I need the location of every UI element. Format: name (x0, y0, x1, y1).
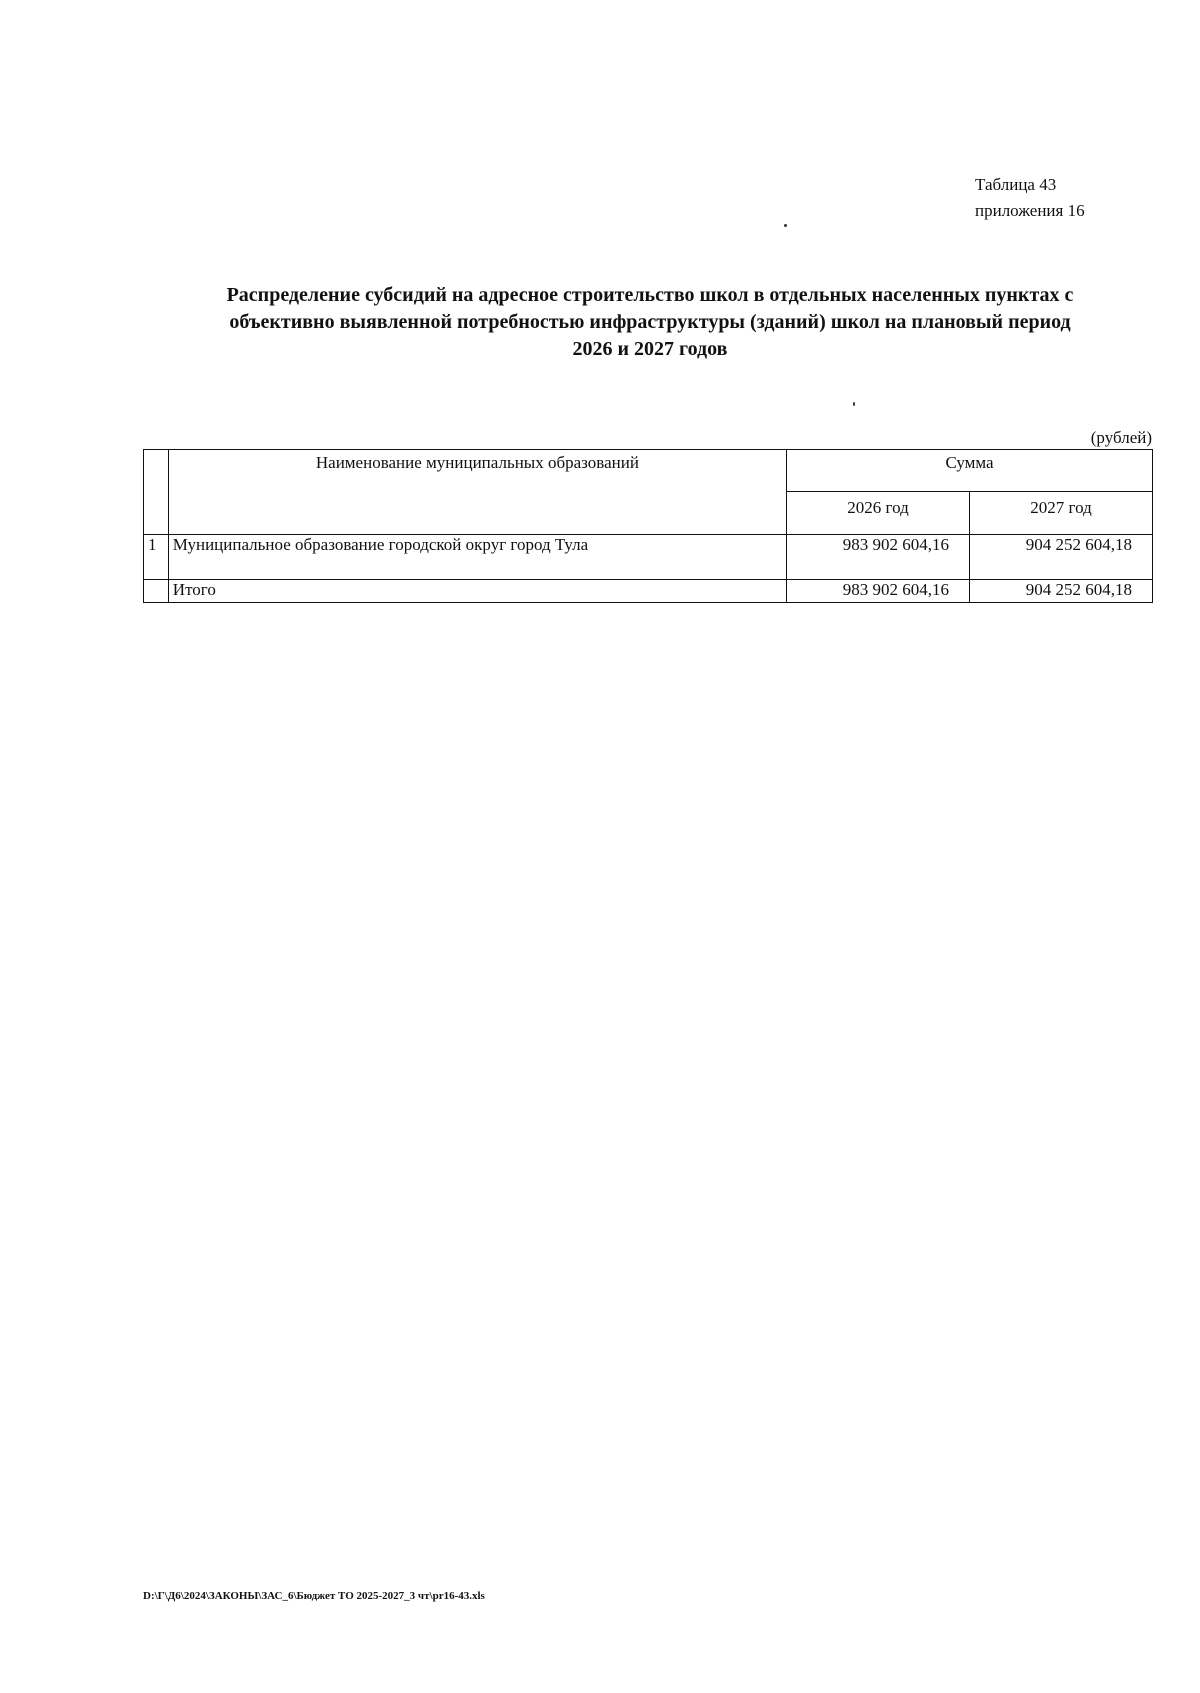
document-title (170, 282, 1130, 363)
header-name-cell: Наименование муниципальных образований (168, 450, 786, 535)
header-year-2026: 2026 год (787, 492, 970, 535)
subsidy-table (143, 449, 1153, 603)
scan-speck (853, 402, 855, 406)
title-line-3: 2026 и 2027 годов (572, 338, 728, 360)
row-value-2027: 904 252 604,18 (970, 535, 1153, 580)
total-row (144, 580, 1153, 603)
title-line-1: Распределение субсидий на адресное строительство школ в отдельных населенных пунктах с (226, 284, 1074, 306)
row-number: 1 (144, 535, 169, 580)
file-path-footer: D:\Г\Д6\2024\ЗАКОНЫ\ЗАС_6\Бюджет ТО 2025-2027_3 чт\pr16-43.xls (143, 1590, 485, 1602)
row-name: Муниципальное образование городской округ город Тула (168, 535, 786, 580)
scan-speck (784, 224, 787, 227)
unit-label: (рублей) (1090, 428, 1152, 447)
header-sum-cell: Сумма (787, 450, 1153, 492)
table-row (144, 535, 1153, 580)
total-value-2027: 904 252 604,18 (970, 580, 1153, 603)
row-value-2026: 983 902 604,16 (787, 535, 970, 580)
table-header-row (144, 450, 1153, 492)
title-line-2: объективно выявленной потребностью инфраструктуры (зданий) школ на плановый период (229, 311, 1071, 333)
total-number-cell (144, 580, 169, 603)
total-label: Итого (168, 580, 786, 603)
table-number: Таблица 43 (975, 175, 1057, 194)
total-value-2026: 983 902 604,16 (787, 580, 970, 603)
header-number-cell (144, 450, 169, 535)
table-reference (975, 172, 1085, 224)
appendix-number: приложения 16 (975, 201, 1085, 220)
header-year-2027: 2027 год (970, 492, 1153, 535)
